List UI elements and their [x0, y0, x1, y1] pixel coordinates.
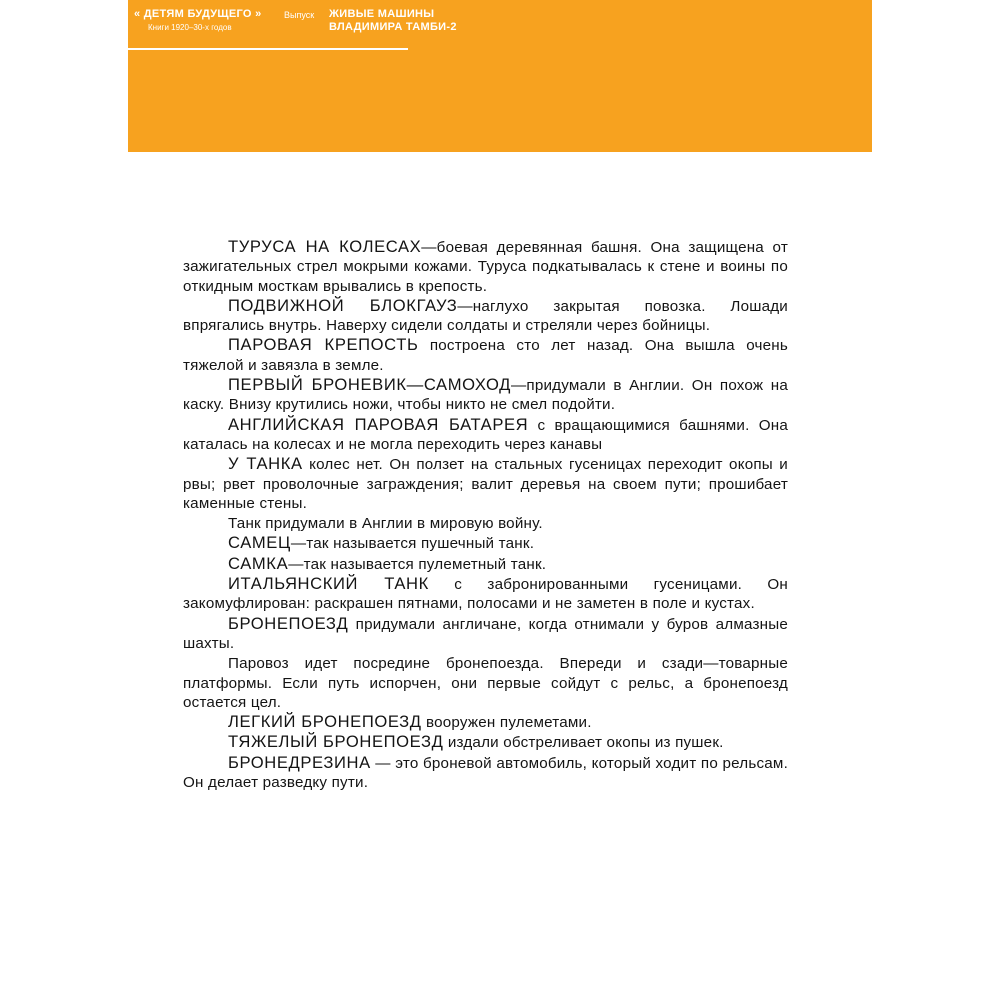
paragraph-term: САМКА — [228, 553, 289, 573]
header-divider — [128, 48, 408, 50]
paragraph — [183, 653, 788, 712]
paragraph-text: вооружен пулеметами. — [421, 714, 592, 732]
paragraph — [183, 296, 788, 336]
issue-title-line-2: ВЛАДИМИРА ТАМБИ-2 — [329, 21, 457, 33]
paragraph-term: БРОНЕДРЕЗИНА — [228, 752, 371, 772]
paragraph — [183, 237, 788, 296]
issue-label: Выпуск — [284, 10, 315, 20]
paragraph — [183, 614, 788, 654]
paragraph-term: ЛЕГКИЙ БРОНЕПОЕЗД — [228, 712, 422, 732]
paragraph-text: —наглухо закрытая повозка. Лошади впрягались внутрь. Наверху сидели солдаты и стреляли через бойницы. — [183, 297, 788, 335]
paragraph-text: с вращающимися башнями. Она каталась на колесах и не могла переходить через канавы — [183, 416, 788, 453]
paragraph-term: ТЯЖЕЛЫЙ БРОНЕПОЕЗД — [228, 732, 444, 752]
paragraph-term: У ТАНКА — [228, 454, 303, 474]
paragraph-text: придумали англичане, когда отнимали у буров алмазные шахты. — [183, 615, 788, 652]
paragraph-text: — это броневой автомобиль, который ходит по рельсам. Он делает разведку пути. — [183, 754, 788, 792]
paragraph — [183, 574, 788, 614]
paragraph-text: —придумали в Англии. Он похож на каску. Внизу крутились ножи, чтобы никто не смел подойти. — [183, 377, 788, 414]
issue-title — [329, 8, 457, 34]
issue-title-line-1: ЖИВЫЕ МАШИНЫ — [329, 8, 435, 20]
body-text — [183, 237, 788, 792]
paragraph — [183, 533, 788, 553]
paragraph-text: —так называется пулеметный танк. — [288, 555, 547, 573]
paragraph — [183, 454, 788, 513]
series-subtitle: Книги 1920–30-х годов — [148, 23, 232, 32]
paragraph-text: Паровоз идет посредине бронепоезда. Впереди и сзади—товарные платформы. Если путь испорчен, они первые сойдут с рельс, а бронепоезд остается цел. — [183, 655, 788, 711]
paragraph — [183, 732, 788, 752]
paragraph — [183, 335, 788, 375]
paragraph-text: построена сто лет назад. Она вышла очень тяжелой и завязла в земле. — [183, 337, 788, 374]
paragraph-term: ПАРОВАЯ КРЕПОСТЬ — [228, 335, 419, 355]
paragraph-text: —так называется пушечный танк. — [290, 535, 535, 553]
paragraph-term: САМЕЦ — [228, 533, 291, 553]
paragraph — [183, 415, 788, 455]
book-page — [128, 0, 872, 1000]
paragraph-term: ПОДВИЖНОЙ БЛОКГАУЗ — [228, 295, 458, 315]
paragraph-term: ПЕРВЫЙ БРОНЕВИК—САМОХОД — [228, 375, 512, 395]
paragraph — [183, 513, 788, 533]
header-banner — [128, 0, 872, 152]
paragraph-text: Танк придумали в Англии в мировую войну. — [228, 515, 543, 533]
paragraph — [183, 554, 788, 574]
paragraph-term: АНГЛИЙСКАЯ ПАРОВАЯ БАТАРЕЯ — [228, 414, 529, 434]
paragraph — [183, 753, 788, 793]
paragraph-text: с забронированными гусеницами. Он закомуфлирован: раскрашен пятнами, полосами и не заметен в поле и кустах. — [183, 576, 788, 613]
paragraph-term: БРОНЕПОЕЗД — [228, 613, 349, 633]
paragraph-text: издали обстреливает окопы из пушек. — [443, 734, 724, 752]
paragraph-text: —боевая деревянная башня. Она защищена от зажигательных стрел мокрыми кожами. Туруса подкатывалась к стене и воины по откидным мосткам врывались в крепость. — [183, 239, 788, 295]
paragraph-text: колес нет. Он ползет на стальных гусеницах переходит окопы и рвы; рвет проволочные заграждения; валит деревья на своем пути; прошибает каменные стены. — [183, 456, 788, 512]
paragraph — [183, 712, 788, 732]
series-title: « ДЕТЯМ БУДУЩЕГО » — [134, 8, 262, 20]
paragraph-term: ТУРУСА НА КОЛЕСАХ — [228, 237, 422, 256]
paragraph-term: ИТАЛЬЯНСКИЙ ТАНК — [228, 574, 429, 594]
paragraph — [183, 375, 788, 415]
